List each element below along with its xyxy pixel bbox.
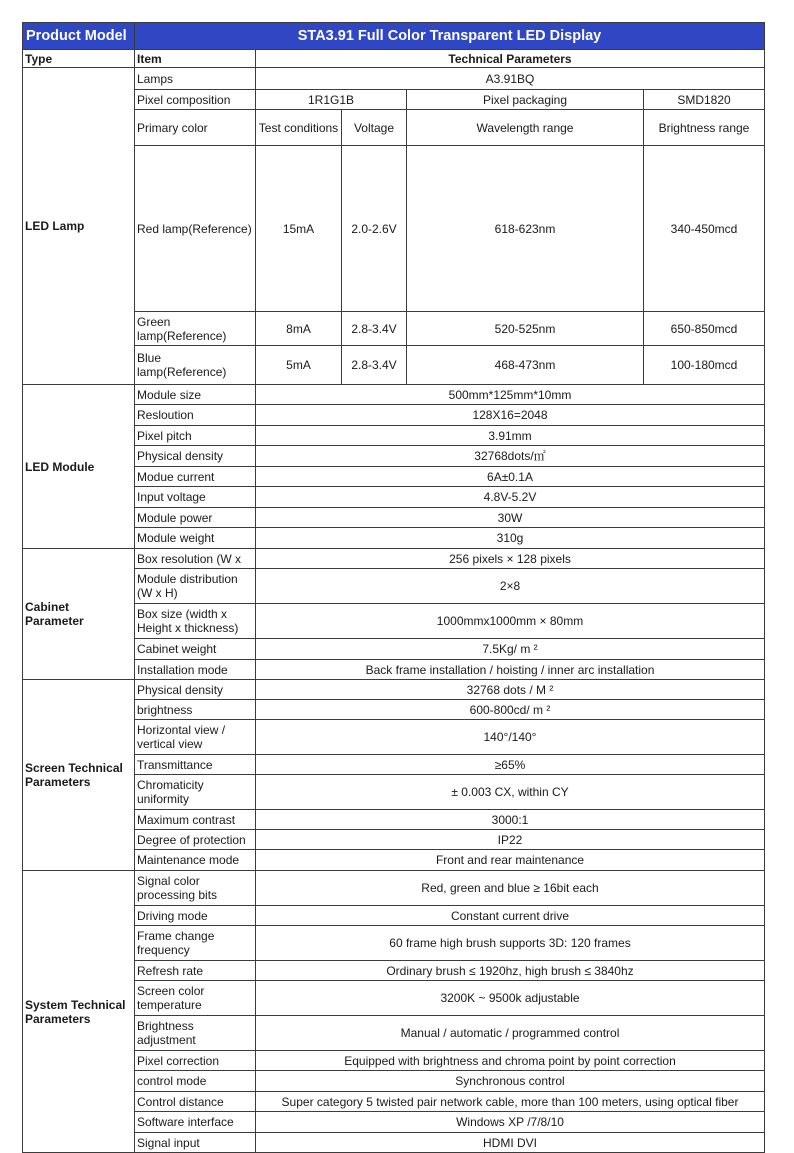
category-screen-technical xyxy=(23,680,135,871)
wavelength-value: 618-623nm xyxy=(407,146,644,312)
column-headers xyxy=(23,50,765,68)
item-value: 140°/140° xyxy=(256,720,765,755)
table-row xyxy=(23,755,765,775)
test-conditions-header: Test conditions xyxy=(256,110,342,146)
item-label: Installation mode xyxy=(135,660,256,680)
item-value: 6A±0.1A xyxy=(256,467,765,487)
item-label: Cabinet weight xyxy=(135,639,256,660)
spec-sheet xyxy=(22,22,764,1153)
item-label: Pixel pitch xyxy=(135,426,256,446)
table-row xyxy=(23,146,765,312)
test-value: 8mA xyxy=(256,312,342,346)
item-value: Ordinary brush ≤ 1920hz, high brush ≤ 3840hz xyxy=(256,961,765,981)
type-header: Type xyxy=(23,50,135,68)
table-row xyxy=(23,720,765,755)
category-system-technical xyxy=(23,871,135,1153)
item-value: 3200K ~ 9500k adjustable xyxy=(256,981,765,1016)
category-line2: Parameters xyxy=(25,775,91,789)
table-row xyxy=(23,1051,765,1071)
table-row xyxy=(23,830,765,850)
item-value: ± 0.003 CX, within CY xyxy=(256,775,765,810)
table-row xyxy=(23,508,765,528)
item-value: Constant current drive xyxy=(256,906,765,926)
table-row xyxy=(23,1133,765,1153)
table-row xyxy=(23,90,765,110)
voltage-header: Voltage xyxy=(342,110,407,146)
item-label: Module power xyxy=(135,508,256,528)
wavelength-value: 520-525nm xyxy=(407,312,644,346)
item-label: Module weight xyxy=(135,528,256,549)
item-value: 30W xyxy=(256,508,765,528)
table-row xyxy=(23,1092,765,1112)
item-value: A3.91BQ xyxy=(256,68,765,90)
table-row xyxy=(23,569,765,604)
item-label-line2: processing bits xyxy=(137,888,218,902)
brightness-value: 340-450mcd xyxy=(644,146,765,312)
item-label: Maximum contrast xyxy=(135,810,256,830)
item-value: 310g xyxy=(256,528,765,549)
item-label-line2: (W x H) xyxy=(137,586,178,600)
table-row xyxy=(23,961,765,981)
item-value: 32768dots/㎡ xyxy=(256,446,765,467)
item-label-line2: temperature xyxy=(137,998,202,1012)
category-line2: Parameter xyxy=(25,614,84,628)
item-label-line2: Height x thickness) xyxy=(137,621,239,635)
category-line2: Parameters xyxy=(25,1011,91,1026)
item-label-line2: lamp(Reference) xyxy=(137,328,227,343)
table-row xyxy=(23,110,765,146)
item-label: Module size xyxy=(135,385,256,405)
table-row xyxy=(23,926,765,961)
item-label: Signal input xyxy=(135,1133,256,1153)
category-cabinet xyxy=(23,549,135,680)
item-label: Transmittance xyxy=(135,755,256,775)
item-value: 600-800cd/ m ² xyxy=(256,700,765,720)
item-label: Pixel correction xyxy=(135,1051,256,1071)
pixel-packaging-label: Pixel packaging xyxy=(407,90,644,110)
table-row xyxy=(23,680,765,700)
table-row xyxy=(23,604,765,639)
table-row xyxy=(23,639,765,660)
table-row xyxy=(23,528,765,549)
category-line1: Screen Technical xyxy=(25,761,123,775)
item-label-line1: Screen color xyxy=(137,984,205,998)
table-header xyxy=(23,23,765,50)
item-label: Input voltage xyxy=(135,487,256,508)
pixel-packaging-value: SMD1820 xyxy=(644,90,765,110)
pixel-composition-value: 1R1G1B xyxy=(256,90,407,110)
category-line1: Cabinet xyxy=(25,600,70,614)
table-row xyxy=(23,312,765,346)
test-value: 5mA xyxy=(256,346,342,385)
item-label: Modue current xyxy=(135,467,256,487)
item-label: Degree of protection xyxy=(135,830,256,850)
item-label: Physical density xyxy=(135,446,256,467)
wavelength-header: Wavelength range xyxy=(407,110,644,146)
table-row xyxy=(23,1071,765,1092)
table-row xyxy=(23,700,765,720)
item-label: Maintenance mode xyxy=(135,850,256,871)
item-label-line2: uniformity xyxy=(137,792,190,806)
voltage-value: 2.8-3.4V xyxy=(342,312,407,346)
item-label xyxy=(135,871,256,906)
table-row xyxy=(23,68,765,90)
item-label xyxy=(135,775,256,810)
table-row xyxy=(23,346,765,385)
item-label: Red lamp(Reference) xyxy=(135,146,256,312)
table-row xyxy=(23,810,765,830)
item-value: 1000mmx1000mm × 80mm xyxy=(256,604,765,639)
item-value: Super category 5 twisted pair network cable, more than 100 meters, using optical fiber xyxy=(256,1092,765,1112)
product-model-label: Product Model xyxy=(23,23,135,50)
item-label xyxy=(135,604,256,639)
item-label xyxy=(135,569,256,604)
table-row xyxy=(23,426,765,446)
brightness-header: Brightness range xyxy=(644,110,765,146)
spec-table xyxy=(22,22,765,1153)
item-label-line2: vertical view xyxy=(137,737,203,751)
voltage-value: 2.8-3.4V xyxy=(342,346,407,385)
table-row xyxy=(23,467,765,487)
item-label xyxy=(135,926,256,961)
item-value: Manual / automatic / programmed control xyxy=(256,1016,765,1051)
item-label: control mode xyxy=(135,1071,256,1092)
table-row xyxy=(23,906,765,926)
item-label xyxy=(135,720,256,755)
item-label xyxy=(135,312,256,346)
item-value: 256 pixels × 128 pixels xyxy=(256,549,765,569)
category-led-module: LED Module xyxy=(23,385,135,549)
item-value: Windows XP /7/8/10 xyxy=(256,1112,765,1133)
item-label-line1: Brightness xyxy=(137,1019,194,1033)
item-value: 128X16=2048 xyxy=(256,405,765,426)
brightness-value: 650-850mcd xyxy=(644,312,765,346)
table-row xyxy=(23,850,765,871)
item-label-line1: Green xyxy=(137,314,171,329)
voltage-value: 2.0-2.6V xyxy=(342,146,407,312)
item-value: Equipped with brightness and chroma point by point correction xyxy=(256,1051,765,1071)
item-label: Driving mode xyxy=(135,906,256,926)
item-label-line1: Horizontal view / xyxy=(137,723,226,737)
item-value: Red, green and blue ≥ 16bit each xyxy=(256,871,765,906)
item-value: 4.8V-5.2V xyxy=(256,487,765,508)
item-label-line2: frequency xyxy=(137,943,190,957)
table-row xyxy=(23,775,765,810)
item-value: Back frame installation / hoisting / inner arc installation xyxy=(256,660,765,680)
item-label: Software interface xyxy=(135,1112,256,1133)
item-label: Box resolution (W x xyxy=(135,549,256,569)
table-row xyxy=(23,405,765,426)
item-value: 3000:1 xyxy=(256,810,765,830)
wavelength-value: 468-473nm xyxy=(407,346,644,385)
item-value: 60 frame high brush supports 3D: 120 frames xyxy=(256,926,765,961)
table-row xyxy=(23,1112,765,1133)
category-led-lamp: LED Lamp xyxy=(23,68,135,385)
table-row xyxy=(23,1016,765,1051)
item-value: ≥65% xyxy=(256,755,765,775)
item-value: 500mm*125mm*10mm xyxy=(256,385,765,405)
table-row xyxy=(23,549,765,569)
category-line1: System Technical xyxy=(25,997,126,1012)
item-label: Refresh rate xyxy=(135,961,256,981)
item-label: Resloution xyxy=(135,405,256,426)
item-value: 32768 dots / M ² xyxy=(256,680,765,700)
item-value: IP22 xyxy=(256,830,765,850)
item-label: Blue lamp(Reference) xyxy=(135,346,256,385)
table-row xyxy=(23,981,765,1016)
test-value: 15mA xyxy=(256,146,342,312)
item-label: Control distance xyxy=(135,1092,256,1112)
item-label-line1: Frame change xyxy=(137,929,215,943)
item-value: 3.91mm xyxy=(256,426,765,446)
item-label-line1: Chromaticity xyxy=(137,778,204,792)
item-label xyxy=(135,1016,256,1051)
table-row xyxy=(23,487,765,508)
item-label-line1: Module distribution xyxy=(137,572,238,586)
item-label-line1: Signal color xyxy=(137,874,200,888)
item-label: Primary color xyxy=(135,110,256,146)
item-label: Physical density xyxy=(135,680,256,700)
item-header: Item xyxy=(135,50,256,68)
item-label: Lamps xyxy=(135,68,256,90)
item-value: HDMI DVI xyxy=(256,1133,765,1153)
item-label-line1: Box size (width x xyxy=(137,607,228,621)
tech-params-header: Technical Parameters xyxy=(256,50,765,68)
item-label: brightness xyxy=(135,700,256,720)
table-row xyxy=(23,446,765,467)
item-label-line2: adjustment xyxy=(137,1033,196,1047)
item-value: 7.5Kg/ m ² xyxy=(256,639,765,660)
table-row xyxy=(23,871,765,906)
item-value: Front and rear maintenance xyxy=(256,850,765,871)
table-row xyxy=(23,660,765,680)
brightness-value: 100-180mcd xyxy=(644,346,765,385)
product-title: STA3.91 Full Color Transparent LED Display xyxy=(135,23,765,50)
item-label xyxy=(135,981,256,1016)
item-label: Pixel composition xyxy=(135,90,256,110)
item-value: Synchronous control xyxy=(256,1071,765,1092)
table-row xyxy=(23,385,765,405)
item-value: 2×8 xyxy=(256,569,765,604)
